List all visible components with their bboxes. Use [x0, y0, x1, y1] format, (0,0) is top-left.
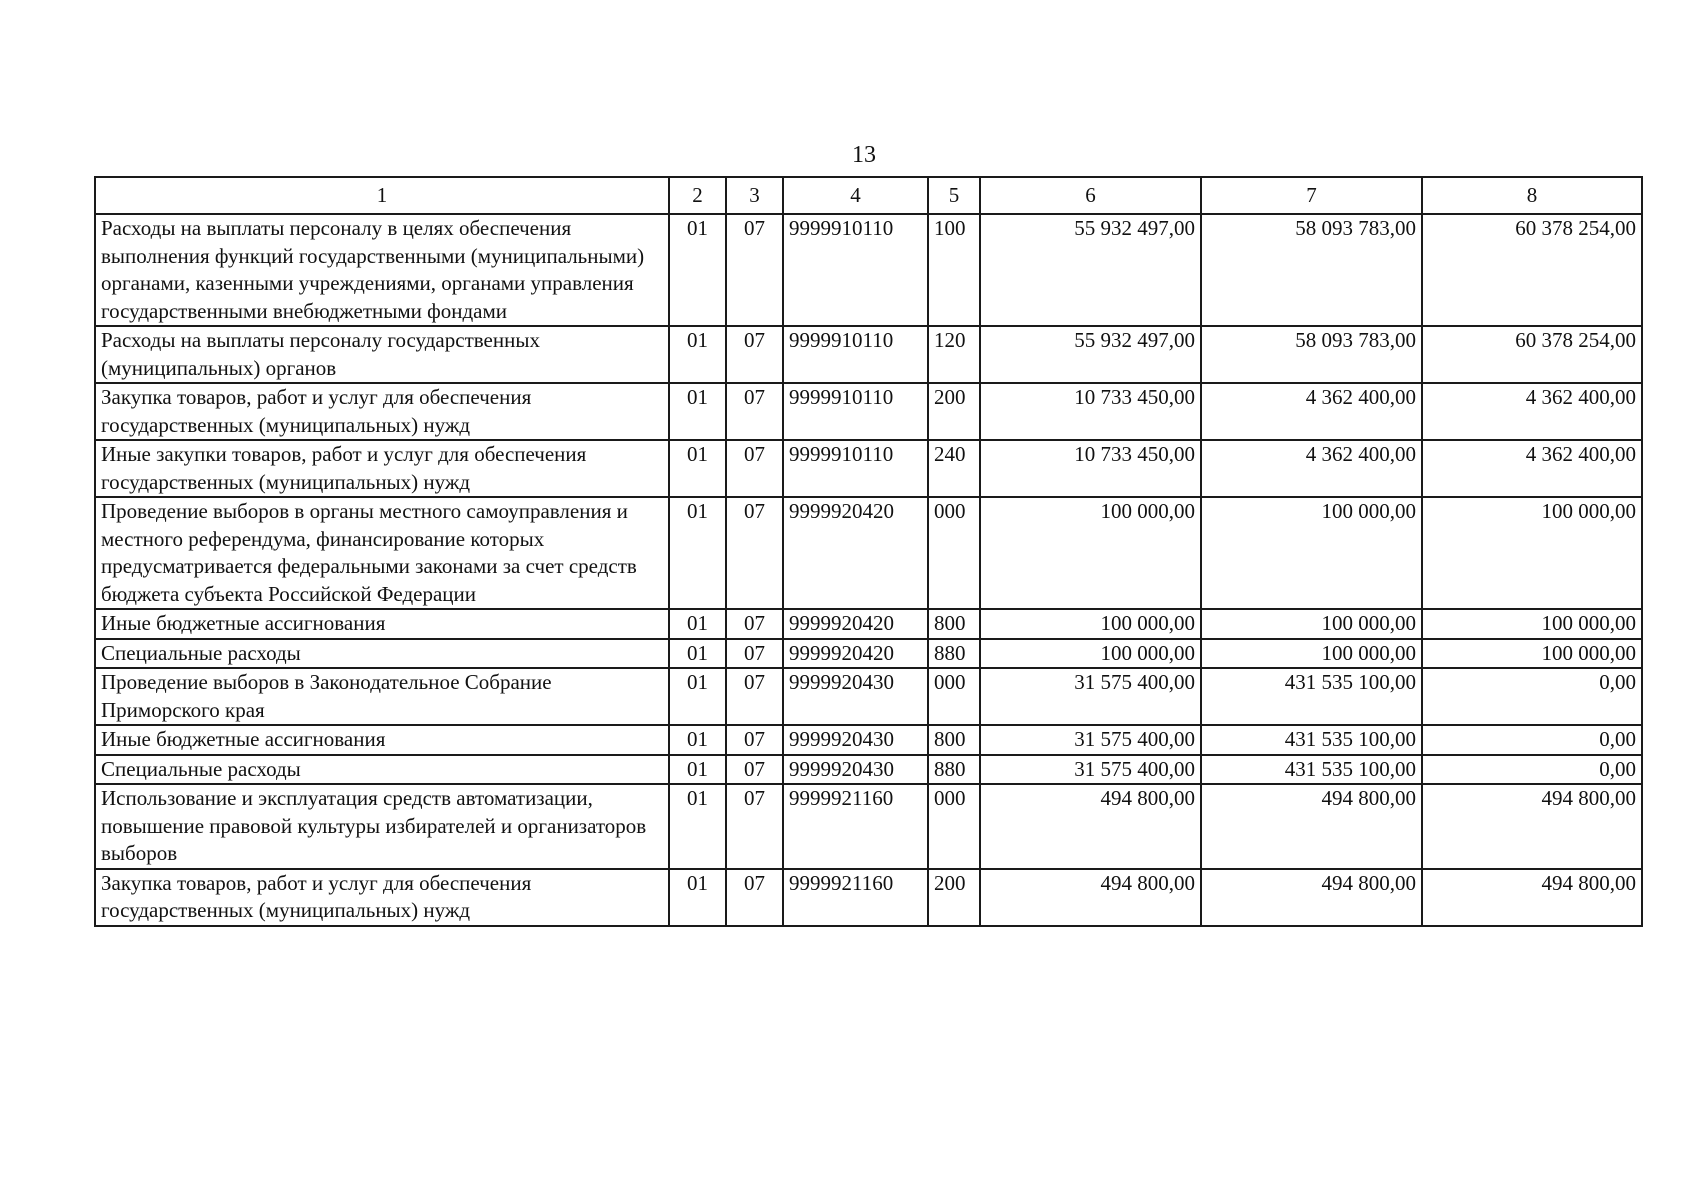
header-cell: 7	[1201, 177, 1422, 214]
target-article-cell: 9999920430	[783, 725, 928, 755]
amount-col8-cell: 494 800,00	[1422, 784, 1642, 869]
expense-type-cell: 240	[928, 440, 980, 497]
expense-type-cell: 000	[928, 784, 980, 869]
header-cell: 4	[783, 177, 928, 214]
table-row	[95, 440, 1642, 497]
amount-col6-cell: 55 932 497,00	[980, 326, 1201, 383]
header-cell: 5	[928, 177, 980, 214]
amount-col6-cell: 494 800,00	[980, 784, 1201, 869]
target-article-cell: 9999910110	[783, 326, 928, 383]
section-code-cell: 01	[669, 784, 726, 869]
subsection-code-cell: 07	[726, 755, 783, 785]
target-article-cell: 9999920420	[783, 497, 928, 609]
expense-name-cell: Закупка товаров, работ и услуг для обеспечения государственных (муниципальных) нужд	[95, 869, 669, 926]
target-article-cell: 9999920420	[783, 639, 928, 669]
expense-name-cell: Проведение выборов в Законодательное Собрание Приморского края	[95, 668, 669, 725]
amount-col7-cell: 4 362 400,00	[1201, 440, 1422, 497]
expense-name-cell: Иные бюджетные ассигнования	[95, 609, 669, 639]
section-code-cell: 01	[669, 214, 726, 326]
amount-col7-cell: 58 093 783,00	[1201, 214, 1422, 326]
amount-col8-cell: 494 800,00	[1422, 869, 1642, 926]
amount-col7-cell: 431 535 100,00	[1201, 725, 1422, 755]
table-header-row	[95, 177, 1642, 214]
target-article-cell: 9999910110	[783, 383, 928, 440]
amount-col7-cell: 100 000,00	[1201, 609, 1422, 639]
expense-name-cell: Специальные расходы	[95, 755, 669, 785]
section-code-cell: 01	[669, 497, 726, 609]
expense-type-cell: 800	[928, 725, 980, 755]
target-article-cell: 9999921160	[783, 869, 928, 926]
table-row	[95, 639, 1642, 669]
amount-col6-cell: 100 000,00	[980, 497, 1201, 609]
amount-col6-cell: 10 733 450,00	[980, 440, 1201, 497]
amount-col8-cell: 0,00	[1422, 668, 1642, 725]
subsection-code-cell: 07	[726, 609, 783, 639]
amount-col8-cell: 100 000,00	[1422, 497, 1642, 609]
amount-col8-cell: 4 362 400,00	[1422, 383, 1642, 440]
subsection-code-cell: 07	[726, 725, 783, 755]
subsection-code-cell: 07	[726, 383, 783, 440]
target-article-cell: 9999910110	[783, 440, 928, 497]
amount-col7-cell: 100 000,00	[1201, 497, 1422, 609]
amount-col8-cell: 100 000,00	[1422, 639, 1642, 669]
amount-col7-cell: 58 093 783,00	[1201, 326, 1422, 383]
section-code-cell: 01	[669, 609, 726, 639]
subsection-code-cell: 07	[726, 668, 783, 725]
section-code-cell: 01	[669, 755, 726, 785]
table-row	[95, 784, 1642, 869]
header-cell: 6	[980, 177, 1201, 214]
expense-type-cell: 100	[928, 214, 980, 326]
amount-col7-cell: 494 800,00	[1201, 869, 1422, 926]
table-row	[95, 869, 1642, 926]
subsection-code-cell: 07	[726, 497, 783, 609]
expense-type-cell: 800	[928, 609, 980, 639]
expense-name-cell: Расходы на выплаты персоналу в целях обеспечения выполнения функций государственными (муниципальными) органами, казенными учреждениями, органами управления государственными внебюджетными фондами	[95, 214, 669, 326]
table-row	[95, 214, 1642, 326]
expense-name-cell: Проведение выборов в органы местного самоуправления и местного референдума, финансирование которых предусматривается федеральными законами за счет средств бюджета субъекта Российской Федерации	[95, 497, 669, 609]
expense-type-cell: 120	[928, 326, 980, 383]
target-article-cell: 9999920430	[783, 668, 928, 725]
amount-col8-cell: 4 362 400,00	[1422, 440, 1642, 497]
table-row	[95, 668, 1642, 725]
section-code-cell: 01	[669, 326, 726, 383]
subsection-code-cell: 07	[726, 639, 783, 669]
expense-name-cell: Специальные расходы	[95, 639, 669, 669]
amount-col6-cell: 10 733 450,00	[980, 383, 1201, 440]
amount-col6-cell: 494 800,00	[980, 869, 1201, 926]
target-article-cell: 9999921160	[783, 784, 928, 869]
target-article-cell: 9999920430	[783, 755, 928, 785]
subsection-code-cell: 07	[726, 440, 783, 497]
section-code-cell: 01	[669, 869, 726, 926]
expense-type-cell: 880	[928, 755, 980, 785]
expense-type-cell: 880	[928, 639, 980, 669]
section-code-cell: 01	[669, 383, 726, 440]
amount-col7-cell: 494 800,00	[1201, 784, 1422, 869]
subsection-code-cell: 07	[726, 326, 783, 383]
header-cell: 3	[726, 177, 783, 214]
amount-col7-cell: 431 535 100,00	[1201, 755, 1422, 785]
header-cell: 8	[1422, 177, 1642, 214]
budget-table	[94, 176, 1643, 927]
amount-col7-cell: 431 535 100,00	[1201, 668, 1422, 725]
amount-col8-cell: 60 378 254,00	[1422, 326, 1642, 383]
header-cell: 1	[95, 177, 669, 214]
table-row	[95, 383, 1642, 440]
expense-type-cell: 200	[928, 383, 980, 440]
amount-col8-cell: 60 378 254,00	[1422, 214, 1642, 326]
expense-name-cell: Иные бюджетные ассигнования	[95, 725, 669, 755]
table-row	[95, 725, 1642, 755]
amount-col8-cell: 0,00	[1422, 755, 1642, 785]
amount-col6-cell: 31 575 400,00	[980, 755, 1201, 785]
expense-name-cell: Расходы на выплаты персоналу государственных (муниципальных) органов	[95, 326, 669, 383]
amount-col6-cell: 31 575 400,00	[980, 725, 1201, 755]
table-row	[95, 497, 1642, 609]
subsection-code-cell: 07	[726, 869, 783, 926]
subsection-code-cell: 07	[726, 214, 783, 326]
expense-type-cell: 200	[928, 869, 980, 926]
amount-col7-cell: 4 362 400,00	[1201, 383, 1422, 440]
expense-name-cell: Закупка товаров, работ и услуг для обеспечения государственных (муниципальных) нужд	[95, 383, 669, 440]
amount-col6-cell: 100 000,00	[980, 609, 1201, 639]
section-code-cell: 01	[669, 440, 726, 497]
target-article-cell: 9999910110	[783, 214, 928, 326]
section-code-cell: 01	[669, 668, 726, 725]
table-row	[95, 609, 1642, 639]
table-row	[95, 755, 1642, 785]
expense-name-cell: Использование и эксплуатация средств автоматизации, повышение правовой культуры избирателей и организаторов выборов	[95, 784, 669, 869]
section-code-cell: 01	[669, 725, 726, 755]
table-row	[95, 326, 1642, 383]
amount-col6-cell: 31 575 400,00	[980, 668, 1201, 725]
amount-col8-cell: 100 000,00	[1422, 609, 1642, 639]
expense-type-cell: 000	[928, 497, 980, 609]
expense-name-cell: Иные закупки товаров, работ и услуг для обеспечения государственных (муниципальных) нужд	[95, 440, 669, 497]
expense-type-cell: 000	[928, 668, 980, 725]
amount-col6-cell: 55 932 497,00	[980, 214, 1201, 326]
target-article-cell: 9999920420	[783, 609, 928, 639]
section-code-cell: 01	[669, 639, 726, 669]
page-number: 13	[852, 142, 876, 168]
subsection-code-cell: 07	[726, 784, 783, 869]
amount-col6-cell: 100 000,00	[980, 639, 1201, 669]
header-cell: 2	[669, 177, 726, 214]
amount-col7-cell: 100 000,00	[1201, 639, 1422, 669]
amount-col8-cell: 0,00	[1422, 725, 1642, 755]
